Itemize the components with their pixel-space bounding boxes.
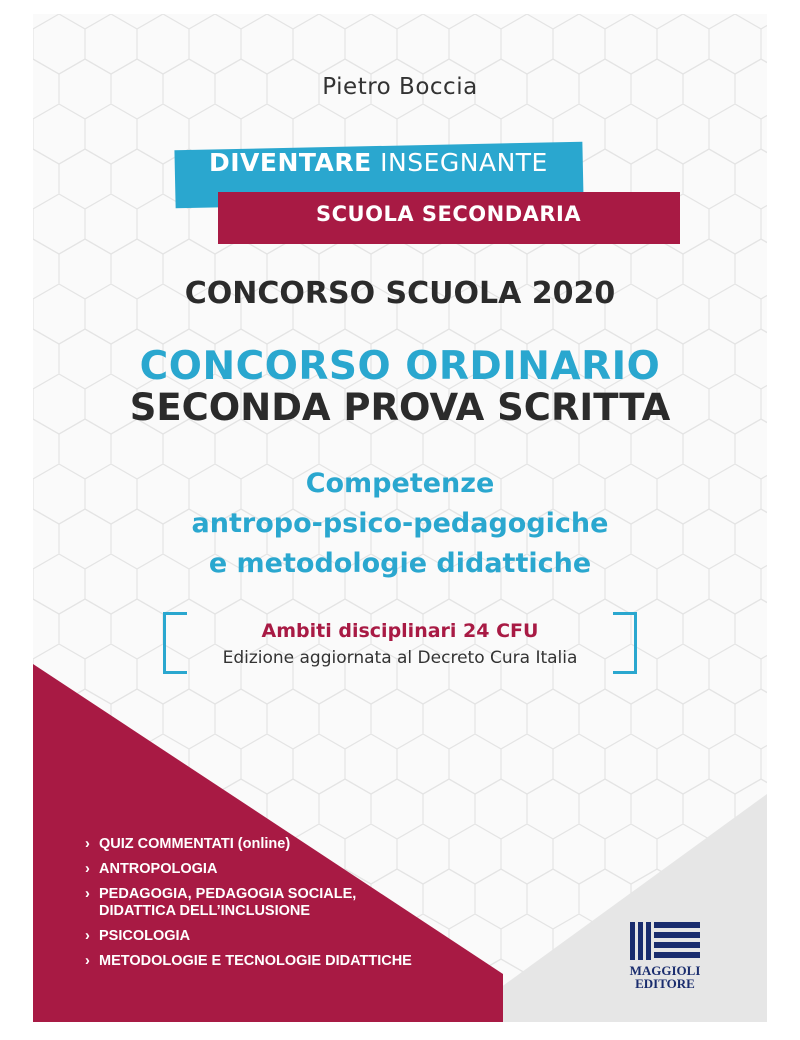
topic-label: PEDAGOGIA, PEDAGOGIA SOCIALE, DIDATTICA DELL’INCLUSIONE (99, 886, 357, 919)
list-item (85, 836, 412, 853)
edition-note: Edizione aggiornata al Decreto Cura Italia (222, 648, 578, 668)
subtitle-line: antropo-psico-pedagogiche (191, 508, 609, 539)
topic-label: QUIZ COMMENTATI (online) (99, 836, 291, 852)
exam-title: CONCORSO SCUOLA 2020 (184, 276, 616, 311)
topic-label: ANTROPOLOGIA (99, 861, 218, 877)
series-subtitle: SCUOLA SECONDARIA (316, 202, 582, 226)
chevron-right-icon: › (85, 836, 90, 852)
publisher-name: MAGGIOLI (629, 963, 701, 978)
publisher-suffix: EDITORE (635, 976, 695, 991)
book-cover (33, 14, 767, 1022)
headline-secondary: SECONDA PROVA SCRITTA (129, 386, 671, 429)
credits-label: Ambiti disciplinari 24 CFU (261, 620, 539, 642)
chevron-right-icon: › (85, 861, 90, 877)
topic-list (85, 836, 412, 978)
chevron-right-icon: › (85, 953, 90, 969)
subtitle-line: Competenze (305, 468, 495, 499)
author-name: Pietro Boccia (322, 74, 478, 100)
chevron-right-icon: › (85, 928, 90, 944)
list-item (85, 861, 412, 878)
list-item (85, 928, 412, 945)
series-title-bold: DIVENTARE (209, 148, 372, 177)
series-title-light: INSEGNANTE (371, 148, 548, 177)
topic-label: PSICOLOGIA (99, 928, 191, 944)
headline-primary: CONCORSO ORDINARIO (139, 344, 661, 389)
chevron-right-icon: › (85, 886, 90, 902)
subtitle-line: e metodologie didattiche (208, 548, 592, 579)
maggioli-logo (628, 920, 712, 962)
list-item (85, 953, 412, 970)
list-item (85, 886, 412, 920)
topic-label: METODOLOGIE E TECNOLOGIE DIDATTICHE (99, 953, 412, 969)
